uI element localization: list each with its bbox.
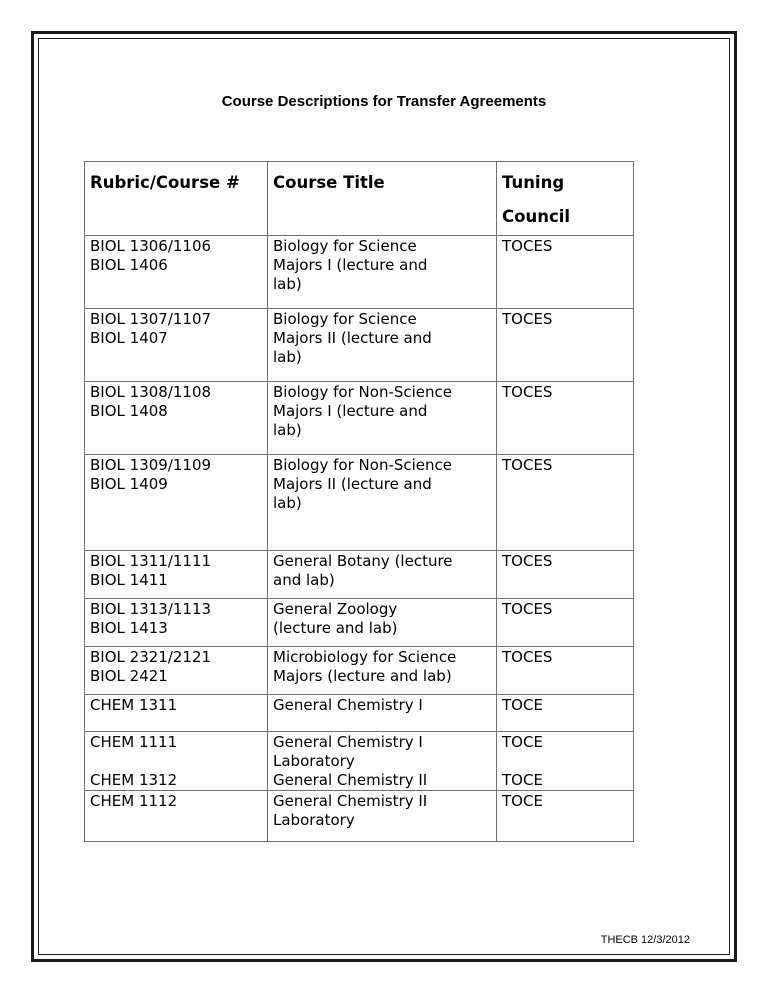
- tuning-council-cell: [497, 647, 634, 695]
- council-value: TOCE: [502, 733, 543, 751]
- course-title-cell: [268, 695, 497, 732]
- tuning-council-cell: [497, 382, 634, 455]
- course-title-line: lab): [273, 494, 302, 512]
- course-code: BIOL 1406: [90, 256, 168, 274]
- table-row: [85, 455, 634, 551]
- council-value: TOCE: [502, 771, 543, 789]
- course-table: [84, 161, 634, 842]
- course-title-line: General Chemistry II: [273, 771, 428, 789]
- rubric-cell: [85, 551, 268, 599]
- course-table-body: [85, 236, 634, 842]
- course-title-line: General Zoology: [273, 600, 398, 618]
- course-title-line: (lecture and lab): [273, 619, 398, 637]
- course-title-cell: [268, 382, 497, 455]
- tuning-council-cell: [497, 732, 634, 791]
- council-value: TOCE: [502, 792, 543, 810]
- rubric-cell: [85, 382, 268, 455]
- council-value: TOCES: [502, 456, 553, 474]
- tuning-council-cell: [497, 236, 634, 309]
- course-title-line: Majors (lecture and lab): [273, 667, 452, 685]
- course-title-cell: [268, 647, 497, 695]
- course-code: BIOL 1306/1106: [90, 237, 212, 255]
- table-row: [85, 236, 634, 309]
- course-code: BIOL 1308/1108: [90, 383, 212, 401]
- council-value: TOCES: [502, 552, 553, 570]
- rubric-cell: [85, 455, 268, 551]
- tuning-council-cell: [497, 455, 634, 551]
- course-title-cell: [268, 309, 497, 382]
- rubric-cell: [85, 732, 268, 791]
- tuning-council-cell: [497, 791, 634, 842]
- course-title-cell: [268, 236, 497, 309]
- course-title-line: Biology for Non-Science: [273, 456, 453, 474]
- course-title-line: General Chemistry II: [273, 792, 428, 810]
- course-code: CHEM 1111: [90, 733, 178, 751]
- table-row: [85, 695, 634, 732]
- council-value: TOCES: [502, 383, 553, 401]
- document-title: Course Descriptions for Transfer Agreements: [221, 93, 547, 110]
- course-title-line: Majors II (lecture and: [273, 329, 432, 347]
- course-code: BIOL 2421: [90, 667, 168, 685]
- course-title-line: General Botany (lecture: [273, 552, 453, 570]
- course-code: BIOL 1408: [90, 402, 168, 420]
- course-code: BIOL 1409: [90, 475, 168, 493]
- course-title-line: General Chemistry I: [273, 733, 423, 751]
- tuning-council-cell: [497, 695, 634, 732]
- course-title-line: lab): [273, 348, 302, 366]
- course-code: BIOL 1309/1109: [90, 456, 212, 474]
- course-code: BIOL 1413: [90, 619, 168, 637]
- course-title-line: General Chemistry I: [273, 696, 423, 714]
- council-value: TOCES: [502, 600, 553, 618]
- council-value: TOCES: [502, 237, 553, 255]
- table-row: [85, 551, 634, 599]
- table-row: [85, 647, 634, 695]
- course-code: BIOL 1411: [90, 571, 168, 589]
- course-code: BIOL 2321/2121: [90, 648, 212, 666]
- footer-date-stamp: THECB 12/3/2012: [600, 934, 690, 946]
- course-title-line: and lab): [273, 571, 335, 589]
- table-row: [85, 599, 634, 647]
- tuning-council-cell: [497, 309, 634, 382]
- tuning-council-cell: [497, 551, 634, 599]
- course-code: CHEM 1312: [90, 771, 178, 789]
- course-title-line: Biology for Science: [273, 237, 417, 255]
- course-title-cell: [268, 551, 497, 599]
- rubric-cell: [85, 791, 268, 842]
- header-course-title: Course Title: [268, 162, 497, 236]
- course-title-cell: [268, 455, 497, 551]
- course-title-line: Majors I (lecture and: [273, 402, 428, 420]
- course-title-line: lab): [273, 421, 302, 439]
- course-title-line: Microbiology for Science: [273, 648, 457, 666]
- rubric-cell: [85, 309, 268, 382]
- rubric-cell: [85, 599, 268, 647]
- course-title-line: lab): [273, 275, 302, 293]
- council-value: TOCE: [502, 696, 543, 714]
- course-code: BIOL 1307/1107: [90, 310, 212, 328]
- course-code: CHEM 1112: [90, 792, 178, 810]
- course-code: CHEM 1311: [90, 696, 178, 714]
- tuning-council-cell: [497, 599, 634, 647]
- rubric-cell: [85, 695, 268, 732]
- course-title-line: Majors II (lecture and: [273, 475, 432, 493]
- course-title-line: Majors I (lecture and: [273, 256, 428, 274]
- table-row: [85, 732, 634, 791]
- table-row: [85, 791, 634, 842]
- course-title-line: Laboratory: [273, 811, 355, 829]
- course-title-cell: [268, 599, 497, 647]
- table-row: [85, 382, 634, 455]
- council-value: TOCES: [502, 648, 553, 666]
- course-title-cell: [268, 732, 497, 791]
- course-title-line: Biology for Science: [273, 310, 417, 328]
- course-code: BIOL 1313/1113: [90, 600, 212, 618]
- course-code: BIOL 1407: [90, 329, 168, 347]
- table-row: [85, 309, 634, 382]
- course-title-line: Biology for Non-Science: [273, 383, 453, 401]
- table-header-row: [85, 162, 634, 236]
- course-code: BIOL 1311/1111: [90, 552, 212, 570]
- course-title-cell: [268, 791, 497, 842]
- header-rubric: Rubric/Course #: [85, 162, 268, 236]
- council-value: TOCES: [502, 310, 553, 328]
- course-code: [90, 752, 262, 771]
- course-title-line: Laboratory: [273, 752, 355, 770]
- rubric-cell: [85, 647, 268, 695]
- header-tuning-council: Tuning Council: [497, 162, 634, 236]
- rubric-cell: [85, 236, 268, 309]
